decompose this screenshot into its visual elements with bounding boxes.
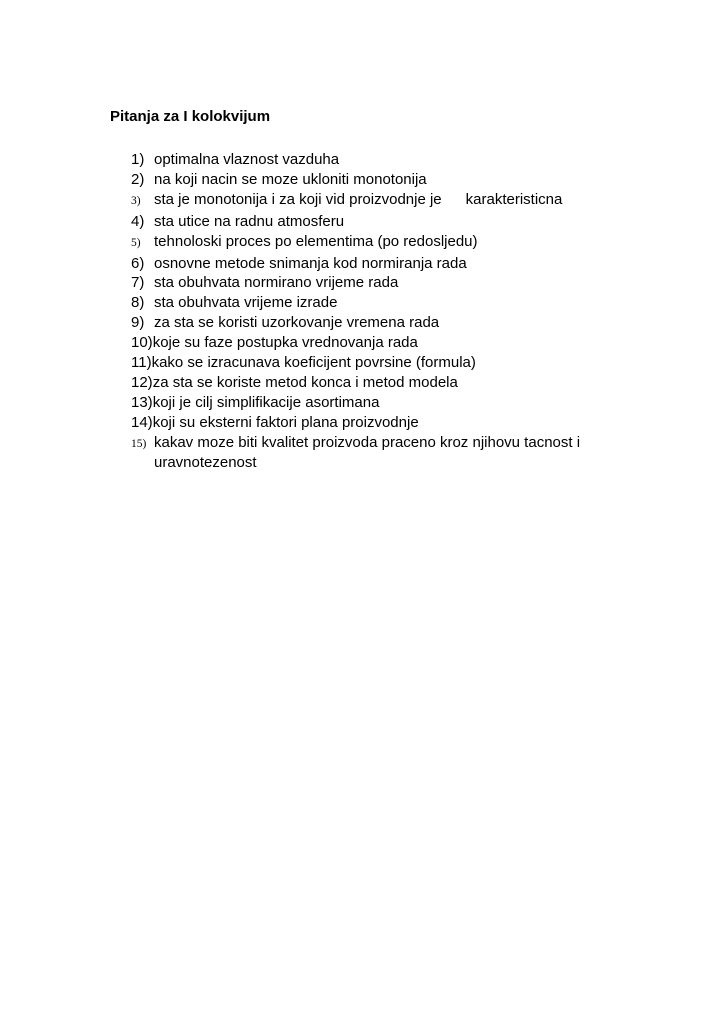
question-number: 11) bbox=[131, 354, 152, 372]
question-item bbox=[131, 353, 691, 373]
question-text: kako se izracunava koeficijent povrsine (formula) bbox=[151, 354, 476, 372]
question-number: 6) bbox=[131, 254, 145, 272]
question-text: za sta se koristi uzorkovanje vremena rada bbox=[154, 314, 440, 332]
question-text: kakav moze biti kvalitet proizvoda praceno kroz njihovu tacnost i uravnotezenost bbox=[154, 433, 581, 471]
question-text-continued: karakteristicna bbox=[465, 190, 563, 208]
question-item bbox=[131, 333, 691, 353]
question-item bbox=[131, 293, 691, 313]
question-item bbox=[131, 313, 691, 333]
question-text: koje su faze postupka vrednovanja rada bbox=[152, 334, 418, 352]
question-number: 4) bbox=[131, 212, 145, 230]
question-item bbox=[131, 232, 691, 254]
question-number: 15) bbox=[131, 437, 147, 450]
question-item bbox=[131, 273, 691, 293]
question-item bbox=[131, 393, 691, 413]
question-item bbox=[131, 254, 691, 274]
question-number: 13) bbox=[131, 393, 153, 411]
question-number: 12) bbox=[131, 373, 153, 391]
question-number: 7) bbox=[131, 274, 145, 292]
question-text: koji je cilj simplifikacije asortimana bbox=[152, 393, 380, 411]
question-number: 5) bbox=[131, 236, 141, 249]
question-text: za sta se koriste metod konca i metod modela bbox=[152, 373, 458, 391]
question-text: tehnoloski proces po elementima (po redosljedu) bbox=[154, 232, 478, 250]
question-text: sta je monotonija i za koji vid proizvodnje je bbox=[154, 190, 442, 208]
question-item bbox=[131, 190, 691, 212]
question-item bbox=[131, 150, 691, 170]
question-item bbox=[131, 170, 691, 190]
question-number: 14) bbox=[131, 413, 153, 431]
question-text: osnovne metode snimanja kod normiranja rada bbox=[154, 254, 467, 272]
question-text: sta utice na radnu atmosferu bbox=[154, 212, 345, 230]
question-text: sta obuhvata vrijeme izrade bbox=[154, 294, 338, 312]
question-list bbox=[131, 150, 691, 473]
question-text: sta obuhvata normirano vrijeme rada bbox=[154, 274, 399, 292]
question-item bbox=[131, 433, 691, 473]
question-number: 8) bbox=[131, 294, 145, 312]
question-text: na koji nacin se moze ukloniti monotonija bbox=[154, 170, 427, 188]
question-number: 9) bbox=[131, 314, 145, 332]
question-text: koji su eksterni faktori plana proizvodnje bbox=[152, 413, 419, 431]
question-number: 2) bbox=[131, 170, 145, 188]
question-number: 3) bbox=[131, 194, 141, 207]
question-number: 1) bbox=[131, 151, 145, 168]
question-item bbox=[131, 373, 691, 393]
question-text: optimalna vlaznost vazduha bbox=[154, 151, 340, 168]
question-item bbox=[131, 413, 691, 433]
document-title: Pitanja za I kolokvijum bbox=[110, 108, 271, 125]
question-item bbox=[131, 212, 691, 232]
question-number: 10) bbox=[131, 334, 153, 352]
